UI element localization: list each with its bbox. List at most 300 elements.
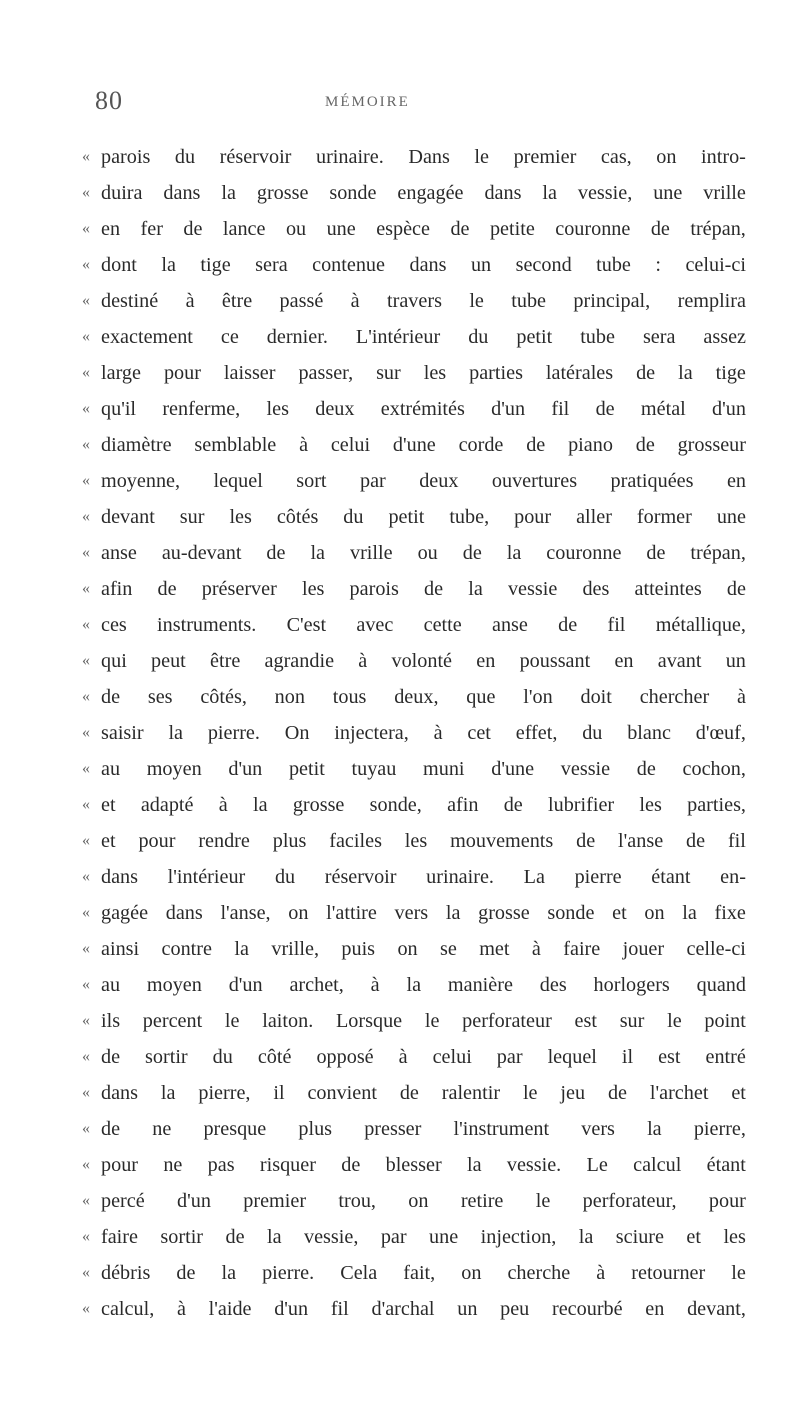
quote-mark: « (82, 256, 90, 273)
word: trépan, (690, 218, 746, 240)
quote-mark: « (82, 1228, 90, 1245)
word: par (359, 470, 386, 492)
line-text (101, 931, 746, 967)
word: extrémités (380, 398, 465, 420)
word: laiton. (262, 1010, 314, 1032)
quote-mark: « (82, 652, 90, 669)
word: principal, (573, 290, 651, 312)
line-text (101, 355, 746, 391)
word: percent (142, 1010, 203, 1032)
word: sonde, (369, 794, 422, 816)
text-line (0, 139, 800, 175)
quote-mark: « (82, 976, 90, 993)
quote-mark: « (82, 1300, 90, 1317)
word: devant (101, 506, 155, 528)
word: d'un (177, 1190, 211, 1212)
word: agrandie (264, 650, 335, 672)
word: on (656, 146, 677, 168)
quote-mark: « (82, 1048, 90, 1065)
text-line (0, 1111, 800, 1147)
quote-mark: « (82, 1156, 90, 1173)
word: engagée (397, 182, 464, 204)
word: perforateur, (582, 1190, 677, 1212)
word: sur (619, 1010, 645, 1032)
word: perforateur (462, 1010, 552, 1032)
word: la (445, 902, 461, 924)
quote-mark: « (82, 1192, 90, 1209)
word: vrille (703, 182, 746, 204)
word: ces (101, 614, 127, 636)
word: vessie, (577, 182, 633, 204)
word: à (433, 722, 443, 744)
word: Dans (408, 146, 450, 168)
word: premier (513, 146, 577, 168)
word: être (221, 290, 253, 312)
word: sera (255, 254, 288, 276)
word: ne (163, 1154, 183, 1176)
word: lequel (213, 470, 263, 492)
quote-mark: « (82, 724, 90, 741)
page-number: 80 (95, 86, 123, 115)
word: petit (388, 506, 425, 528)
text-line (0, 1003, 800, 1039)
word: dans (409, 254, 447, 276)
line-text (101, 1039, 746, 1075)
quote-mark: « (82, 508, 90, 525)
quote-mark: « (82, 832, 90, 849)
word: celui (330, 434, 371, 456)
word: tuyau (351, 758, 397, 780)
word: pierre, (693, 1118, 746, 1140)
page-header (95, 86, 745, 126)
word: entré (705, 1046, 746, 1068)
running-head: MÉMOIRE (325, 94, 410, 110)
word: la (578, 1226, 594, 1248)
word: est (658, 1046, 681, 1068)
word: sur (179, 506, 205, 528)
word: instruments. (157, 614, 257, 636)
word: L'intérieur (355, 326, 441, 348)
word: par (496, 1046, 523, 1068)
word: intro- (701, 146, 746, 168)
word: Lorsque (335, 1010, 403, 1032)
word: de (646, 542, 666, 564)
word: blanc (627, 722, 671, 744)
word: la (221, 182, 236, 204)
word: réservoir (324, 866, 397, 888)
word: contre (161, 938, 212, 960)
word: sortir (160, 1226, 204, 1248)
quote-mark: « (82, 400, 90, 417)
word: du (343, 506, 364, 528)
word: de (636, 758, 656, 780)
word: archet, (289, 974, 344, 996)
word: à (350, 290, 360, 312)
word: des (539, 974, 567, 996)
word: blesser (385, 1154, 442, 1176)
word: de (558, 614, 578, 636)
quote-mark: « (82, 436, 90, 453)
word: semblable (194, 434, 277, 456)
word: à (176, 1298, 186, 1320)
word: celle-ci (686, 938, 746, 960)
word: on (288, 902, 309, 924)
word: parties (469, 362, 523, 384)
line-text (101, 679, 746, 715)
word: former (636, 506, 692, 528)
word: d'un (712, 398, 746, 420)
word: à (299, 434, 309, 456)
word: la (466, 1154, 482, 1176)
word: une (429, 1226, 459, 1248)
word: de (635, 434, 655, 456)
word: atteintes (634, 578, 702, 600)
word: vessie. (506, 1154, 562, 1176)
word: anse (492, 614, 528, 636)
word: calcul (633, 1154, 682, 1176)
line-text (101, 715, 746, 751)
line-text (101, 391, 746, 427)
word: saisir (101, 722, 144, 744)
word: une (716, 506, 746, 528)
text-line (0, 1147, 800, 1183)
word: vessie (560, 758, 611, 780)
line-text (101, 1183, 746, 1219)
word: de (650, 218, 670, 240)
word: étant (651, 866, 691, 888)
word: à (596, 1262, 606, 1284)
word: un (725, 650, 746, 672)
word: tous (332, 686, 367, 708)
quote-mark: « (82, 580, 90, 597)
text-line (0, 211, 800, 247)
word: ses (147, 686, 173, 708)
word: la (506, 542, 522, 564)
word: sonde (329, 182, 377, 204)
word: passé (279, 290, 324, 312)
word: avant (657, 650, 702, 672)
word: vers (394, 902, 429, 924)
word: fer (140, 218, 163, 240)
word: afin (447, 794, 479, 816)
word: il (621, 1046, 634, 1068)
word: l'instrument (453, 1118, 550, 1140)
line-text (101, 499, 746, 535)
word: de (266, 542, 286, 564)
word: pour (163, 362, 201, 384)
text-line (0, 931, 800, 967)
word: celui (432, 1046, 472, 1068)
text-line (0, 427, 800, 463)
word: fil (607, 614, 626, 636)
word: côtés (276, 506, 319, 528)
word: injection, (480, 1226, 557, 1248)
word: des (582, 578, 610, 600)
text-line (0, 895, 800, 931)
word: moyen (146, 974, 202, 996)
word: du (212, 1046, 233, 1068)
word: non (274, 686, 305, 708)
text-line (0, 1255, 800, 1291)
word: devant, (687, 1298, 746, 1320)
word: les (423, 362, 447, 384)
line-text (101, 283, 746, 319)
word: fil (330, 1298, 349, 1320)
word: du (582, 722, 603, 744)
word: à (218, 794, 228, 816)
quote-mark: « (82, 328, 90, 345)
word: chercher (639, 686, 710, 708)
word: recourbé (551, 1298, 623, 1320)
word: peu (500, 1298, 530, 1320)
word: le (469, 290, 484, 312)
word: passer, (298, 362, 354, 384)
word: urinaire. (315, 146, 384, 168)
word: faciles (329, 830, 382, 852)
word: faire (101, 1226, 138, 1248)
text-line (0, 679, 800, 715)
word: d'un (228, 974, 263, 996)
word: l'attire (326, 902, 377, 924)
word: piano (568, 434, 613, 456)
word: et (612, 902, 627, 924)
text-line (0, 1219, 800, 1255)
word: l'archet (649, 1082, 709, 1104)
line-text (101, 643, 746, 679)
word: diamètre (101, 434, 172, 456)
word: de (424, 578, 444, 600)
quote-mark: « (82, 796, 90, 813)
word: afin (101, 578, 133, 600)
word: le (424, 1010, 440, 1032)
word: et (101, 794, 116, 816)
word: couronne (546, 542, 622, 564)
word: ils (101, 1010, 121, 1032)
word: de (101, 1046, 121, 1068)
word: est (574, 1010, 597, 1032)
quote-mark: « (82, 184, 90, 201)
word: la (310, 542, 326, 564)
line-text (101, 1075, 746, 1111)
word: ou (417, 542, 438, 564)
quote-mark: « (82, 544, 90, 561)
quote-mark: « (82, 1084, 90, 1101)
word: de (686, 830, 706, 852)
word: de (225, 1226, 245, 1248)
word: On (284, 722, 310, 744)
word: pour (138, 830, 176, 852)
word: tige (715, 362, 746, 384)
word: risquer (259, 1154, 316, 1176)
word: : (655, 254, 661, 276)
word: en (726, 470, 746, 492)
word: les (723, 1226, 746, 1248)
word: le (731, 1262, 746, 1284)
word: être (210, 650, 241, 672)
word: ralentir (441, 1082, 501, 1104)
word: cochon, (682, 758, 746, 780)
word: pierre (574, 866, 622, 888)
word: sur (376, 362, 401, 384)
word: Le (586, 1154, 608, 1176)
word: sera (642, 326, 676, 348)
text-line (0, 175, 800, 211)
word: celui-ci (685, 254, 746, 276)
word: dans (484, 182, 522, 204)
word: de (503, 794, 523, 816)
word: fil (551, 398, 570, 420)
text-line (0, 1183, 800, 1219)
word: de (101, 1118, 121, 1140)
text-line (0, 499, 800, 535)
word: et (101, 830, 116, 852)
word: tube (580, 326, 615, 348)
word: d'un (274, 1298, 309, 1320)
word: petit (516, 326, 553, 348)
word: plus (272, 830, 307, 852)
word: pierre. (262, 1262, 315, 1284)
word: vrille (349, 542, 393, 564)
quote-mark: « (82, 904, 90, 921)
line-text (101, 1111, 746, 1147)
word: contenue (312, 254, 385, 276)
word: moyen (146, 758, 202, 780)
line-text (101, 211, 746, 247)
quote-mark: « (82, 364, 90, 381)
word: retire (460, 1190, 504, 1212)
text-line (0, 463, 800, 499)
word: de (726, 578, 746, 600)
quote-mark: « (82, 1120, 90, 1137)
word: sciure (615, 1226, 664, 1248)
word: en (476, 650, 496, 672)
word: pour (101, 1154, 139, 1176)
word: vessie, (304, 1226, 359, 1248)
word: ou (285, 218, 307, 240)
word: une (326, 218, 356, 240)
word: duira (101, 182, 143, 204)
word: de (399, 1082, 419, 1104)
word: opposé (316, 1046, 374, 1068)
word: dans (101, 866, 139, 888)
word: la (160, 1082, 176, 1104)
word: de (636, 362, 656, 384)
quote-mark: « (82, 220, 90, 237)
word: les (639, 794, 662, 816)
word: en (101, 218, 121, 240)
word: les (301, 578, 325, 600)
word: au-devant (161, 542, 242, 564)
word: se (440, 938, 457, 960)
word: vessie (507, 578, 558, 600)
line-text (101, 247, 746, 283)
line-text (101, 319, 746, 355)
word: doit (580, 686, 612, 708)
line-text (101, 607, 746, 643)
word: second (515, 254, 572, 276)
word: calcul, (101, 1298, 155, 1320)
line-text (101, 1255, 746, 1291)
word: on (644, 902, 665, 924)
word: dernier. (266, 326, 328, 348)
text-line (0, 787, 800, 823)
word: mouvements (450, 830, 554, 852)
word: ce (220, 326, 239, 348)
word: volonté (391, 650, 453, 672)
word: de (576, 830, 596, 852)
word: point (704, 1010, 746, 1032)
word: débris (101, 1262, 151, 1284)
word: remplira (677, 290, 746, 312)
word: ouvertures (491, 470, 578, 492)
word: un (470, 254, 492, 276)
word: latérales (545, 362, 614, 384)
word: qui (101, 650, 127, 672)
text-line (0, 859, 800, 895)
word: C'est (286, 614, 327, 636)
word: grosse (478, 902, 530, 924)
word: métal (640, 398, 686, 420)
word: que (466, 686, 496, 708)
quote-mark: « (82, 472, 90, 489)
word: l'on (523, 686, 553, 708)
word: l'intérieur (167, 866, 246, 888)
word: la (542, 182, 557, 204)
word: étant (706, 1154, 746, 1176)
word: plus (298, 1118, 333, 1140)
word: la (468, 578, 483, 600)
word: muni (423, 758, 465, 780)
word: petit (288, 758, 325, 780)
word: rendre (198, 830, 250, 852)
line-text (101, 823, 746, 859)
quote-mark: « (82, 616, 90, 633)
text-line (0, 535, 800, 571)
word: une (653, 182, 683, 204)
word: côtés, (200, 686, 247, 708)
word: les (229, 506, 252, 528)
word: d'œuf, (695, 722, 746, 744)
word: presser (364, 1118, 422, 1140)
text-line (0, 1039, 800, 1075)
word: pour (514, 506, 552, 528)
word: dont (101, 254, 137, 276)
word: presque (203, 1118, 267, 1140)
word: pratiquées (610, 470, 694, 492)
word: jeu (560, 1082, 586, 1104)
word: la (168, 722, 184, 744)
word: en (645, 1298, 665, 1320)
text-line (0, 247, 800, 283)
word: du (274, 866, 296, 888)
word: la (266, 1226, 282, 1248)
word: renferme, (162, 398, 241, 420)
word: couronne (555, 218, 631, 240)
word: on (408, 1190, 429, 1212)
word: puis (341, 938, 376, 960)
word: de (595, 398, 615, 420)
word: sortir (145, 1046, 188, 1068)
word: à (185, 290, 195, 312)
word: les (404, 830, 428, 852)
word: métallique, (655, 614, 746, 636)
word: de (450, 218, 470, 240)
word: corde (458, 434, 504, 456)
word: deux, (394, 686, 439, 708)
text-line (0, 643, 800, 679)
word: parties, (687, 794, 746, 816)
word: le (522, 1082, 538, 1104)
